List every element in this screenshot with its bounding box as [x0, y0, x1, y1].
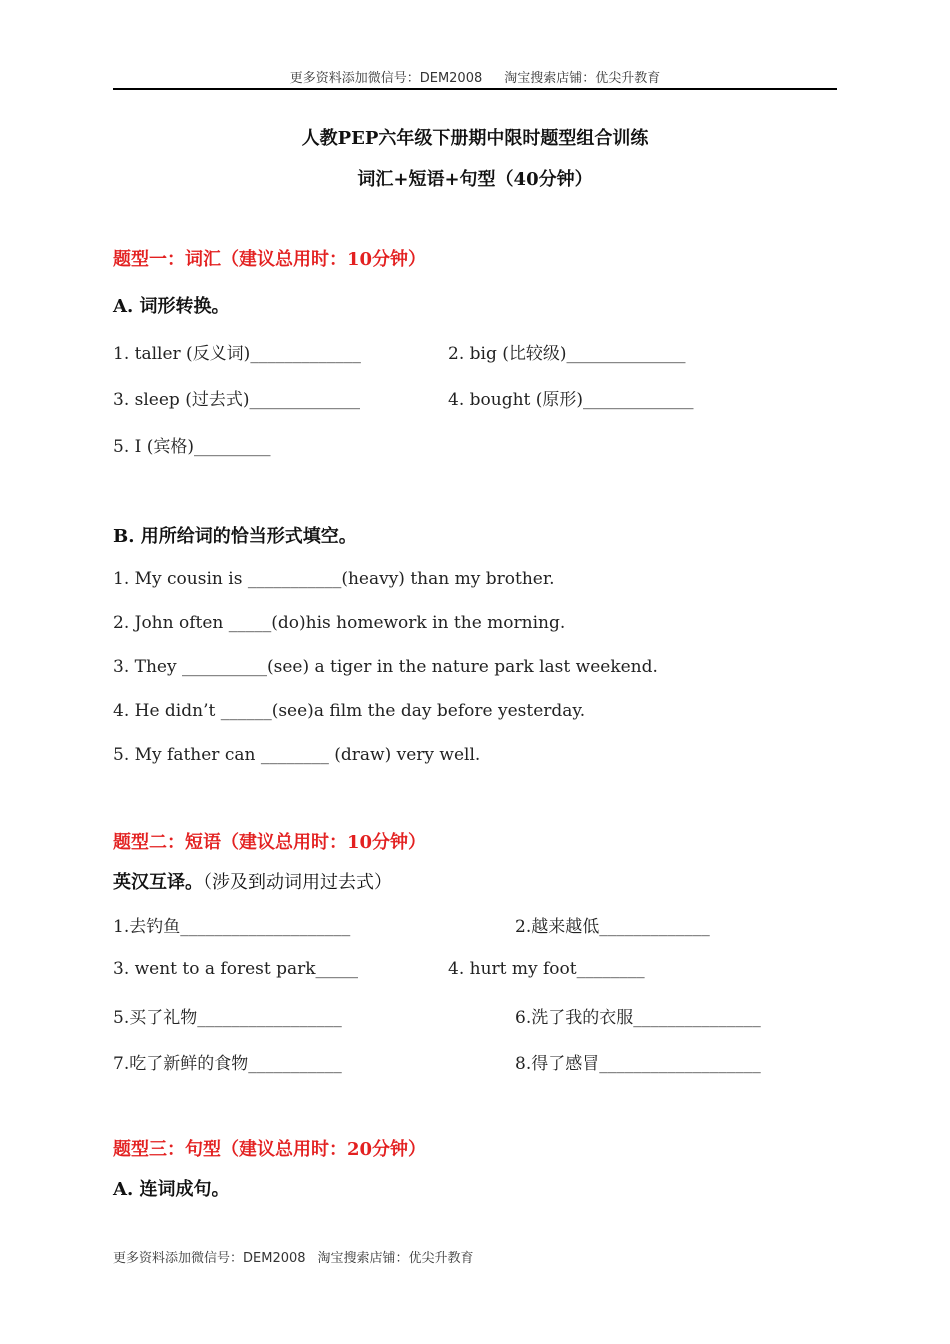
word-form-item-2: 2. big (比较级)______________ [448, 344, 686, 364]
page-subtitle: 词汇+短语+句型（40分钟） [357, 169, 593, 190]
section2-instruction-text: 英汉互译。 [113, 872, 203, 893]
page-title: 人教PEP六年级下册期中限时题型组合训练 [301, 128, 649, 149]
page-footer [113, 1247, 474, 1266]
translate-item-4: 4. hurt my foot________ [448, 959, 645, 979]
translate-item-3: 3. went to a forest park_____ [113, 959, 359, 979]
section2-heading: 题型二：短语（建议总用时：10分钟） [113, 832, 427, 853]
section1-partA-heading: A. 词形转换。 [113, 296, 230, 317]
fill-blank-item-5: 5. My father can ________ (draw) very well. [113, 745, 481, 765]
translate-item-6: 6.洗了我的衣服_______________ [515, 1008, 761, 1028]
fill-blank-item-3: 3. They __________(see) a tiger in the nature park last weekend. [113, 657, 658, 677]
word-form-item-4: 4. bought (原形)_____________ [448, 390, 694, 410]
word-form-item-1: 1. taller (反义词)_____________ [113, 344, 361, 364]
header-wechat: 更多资料添加微信号：DEM2008 [289, 71, 483, 86]
footer-wechat: 更多资料添加微信号：DEM2008 [113, 1251, 306, 1266]
word-form-item-3: 3. sleep (过去式)_____________ [113, 390, 360, 410]
section1-heading: 题型一：词汇（建议总用时：10分钟） [113, 249, 427, 270]
translate-item-8: 8.得了感冒___________________ [515, 1054, 761, 1074]
fill-blank-item-2: 2. John often _____(do)his homework in the morning. [113, 613, 566, 633]
translate-item-7: 7.吃了新鲜的食物___________ [113, 1054, 342, 1074]
section2-instruction [113, 868, 392, 894]
fill-blank-item-4: 4. He didn’t ______(see)a film the day before yesterday. [113, 701, 586, 721]
translate-item-2: 2.越来越低_____________ [515, 917, 710, 937]
section3-heading: 题型三：句型（建议总用时：20分钟） [113, 1139, 427, 1160]
header-shop: 淘宝搜索店铺：优尖升教育 [504, 71, 661, 86]
section3-partA-heading: A. 连词成句。 [113, 1179, 230, 1200]
word-form-item-5: 5. I (宾格)_________ [113, 437, 271, 457]
section2-note: （涉及到动词用过去式） [203, 872, 392, 893]
page-header [113, 67, 837, 90]
footer-shop: 淘宝搜索店铺：优尖升教育 [317, 1251, 474, 1266]
fill-blank-item-1: 1. My cousin is ___________(heavy) than my brother. [113, 569, 555, 589]
translate-item-1: 1.去钓鱼____________________ [113, 917, 351, 937]
translate-item-5: 5.买了礼物_________________ [113, 1008, 342, 1028]
section1-partB-heading: B. 用所给词的恰当形式填空。 [113, 526, 357, 547]
